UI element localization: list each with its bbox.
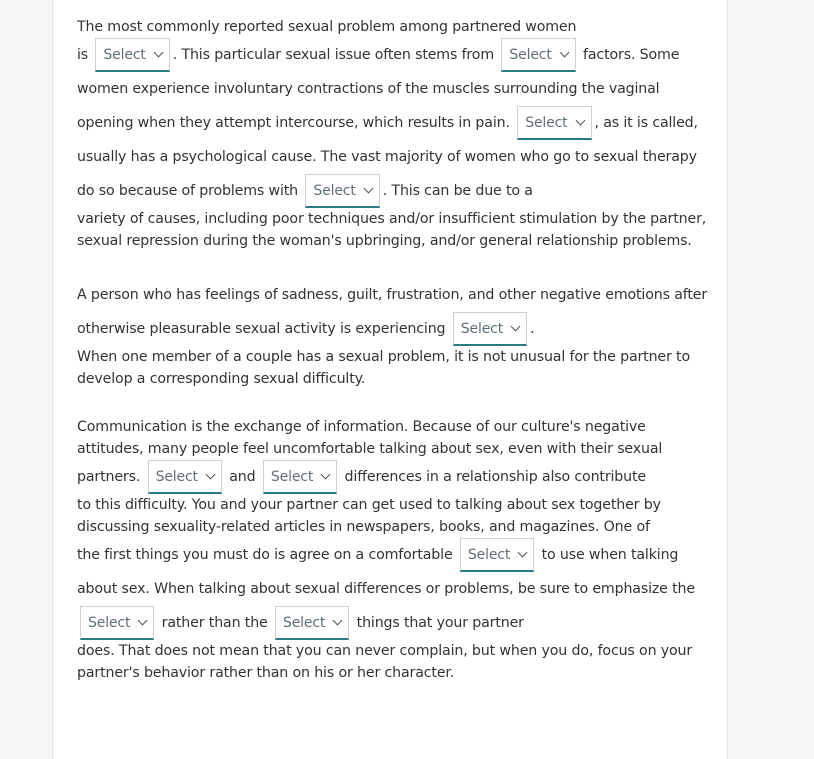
select-label: Select <box>88 614 131 631</box>
p1-text-5: , as it is called, usually has a psychological cause. The vast majority of women who go to sexual therapy do so because of problems with <box>77 115 698 199</box>
paragraph-2 <box>77 278 709 390</box>
chevron-down-icon <box>363 184 373 194</box>
select-label: Select <box>525 114 568 131</box>
select-label: Select <box>103 46 146 63</box>
chevron-down-icon <box>511 322 521 332</box>
select-condition-name[interactable] <box>517 106 591 140</box>
p2-text-2: . <box>530 321 535 337</box>
p3-text-10: does. That does not mean that you can never complain, but when you do, focus on your partner's behavior rather than on his or her character. <box>77 643 693 681</box>
chevron-down-icon <box>205 470 215 480</box>
p3-text-2: partners. <box>77 469 141 485</box>
select-common-problem[interactable] <box>95 38 169 72</box>
select-therapy-problem[interactable] <box>305 174 379 208</box>
p3-select-line-2 <box>77 538 709 640</box>
select-rather-than[interactable] <box>275 606 349 640</box>
select-label: Select <box>155 468 198 485</box>
p1-select-line <box>77 38 709 208</box>
p3-text-9: things that your partner <box>356 615 524 631</box>
chevron-down-icon <box>333 616 343 626</box>
p3-text-1: Communication is the exchange of information. Because of our culture's negative attitudes, many people feel uncomfortable talking about sex, even with their sexual <box>77 419 663 457</box>
p3-text-7: to use when talking about sex. When talking about sexual differences or problems, be sure to emphasize the <box>77 547 695 597</box>
p3-text-6: the first things you must do is agree on a comfortable <box>77 547 453 563</box>
paragraph-1 <box>77 16 709 252</box>
select-difference-2[interactable] <box>263 460 337 494</box>
select-label: Select <box>270 468 314 485</box>
passage <box>77 16 709 710</box>
chevron-down-icon <box>559 48 569 58</box>
p1-text-6: . This can be due to a <box>382 183 533 199</box>
p3-select-line-1 <box>77 460 709 494</box>
select-label: Select <box>467 546 511 563</box>
p2-select-line <box>77 278 709 346</box>
p1-text-4: factors. Some women experience involuntary contractions of the muscles surrounding the vaginal opening when they attempt intercourse, which results in pain. <box>77 47 680 131</box>
p3-text-5: to this difficulty. You and your partner can get used to talking about sex together by discussing sexuality-related articles in newspapers, books, and magazines. One of <box>77 497 661 535</box>
select-label: Select <box>509 46 552 63</box>
paragraph-3 <box>77 416 709 684</box>
select-cause-factors[interactable] <box>501 38 575 72</box>
select-label: Select <box>313 182 356 199</box>
chevron-down-icon <box>153 48 163 58</box>
chevron-down-icon <box>321 470 331 480</box>
p2-text-3: When one member of a couple has a sexual problem, it is not unusual for the partner to develop a corresponding sexual difficulty. <box>77 349 690 387</box>
p3-text-3: and <box>229 469 256 485</box>
question-card <box>52 0 728 759</box>
p1-text-3: . This particular sexual issue often stems from <box>172 47 494 63</box>
select-emphasize[interactable] <box>80 606 154 640</box>
select-difference-1[interactable] <box>148 460 222 494</box>
chevron-down-icon <box>518 548 528 558</box>
chevron-down-icon <box>575 116 585 126</box>
chevron-down-icon <box>138 616 148 626</box>
p3-text-4: differences in a relationship also contribute <box>344 469 647 485</box>
p1-text-1: The most commonly reported sexual problem among partnered women <box>77 19 577 35</box>
select-label: Select <box>460 320 504 337</box>
p2-text-1: A person who has feelings of sadness, guilt, frustration, and other negative emotions after otherwise pleasurable sexual activity is experiencing <box>77 287 708 337</box>
p1-text-7: variety of causes, including poor techniques and/or insufficient stimulation by the partner, sexual repression during the woman's upbringing, and/or general relationship problems. <box>77 211 707 249</box>
select-label: Select <box>282 614 326 631</box>
select-comfortable-vocabulary[interactable] <box>460 538 534 572</box>
p1-text-2: is <box>77 47 89 63</box>
select-post-activity-feeling[interactable] <box>453 312 527 346</box>
p3-text-8: rather than the <box>161 615 268 631</box>
